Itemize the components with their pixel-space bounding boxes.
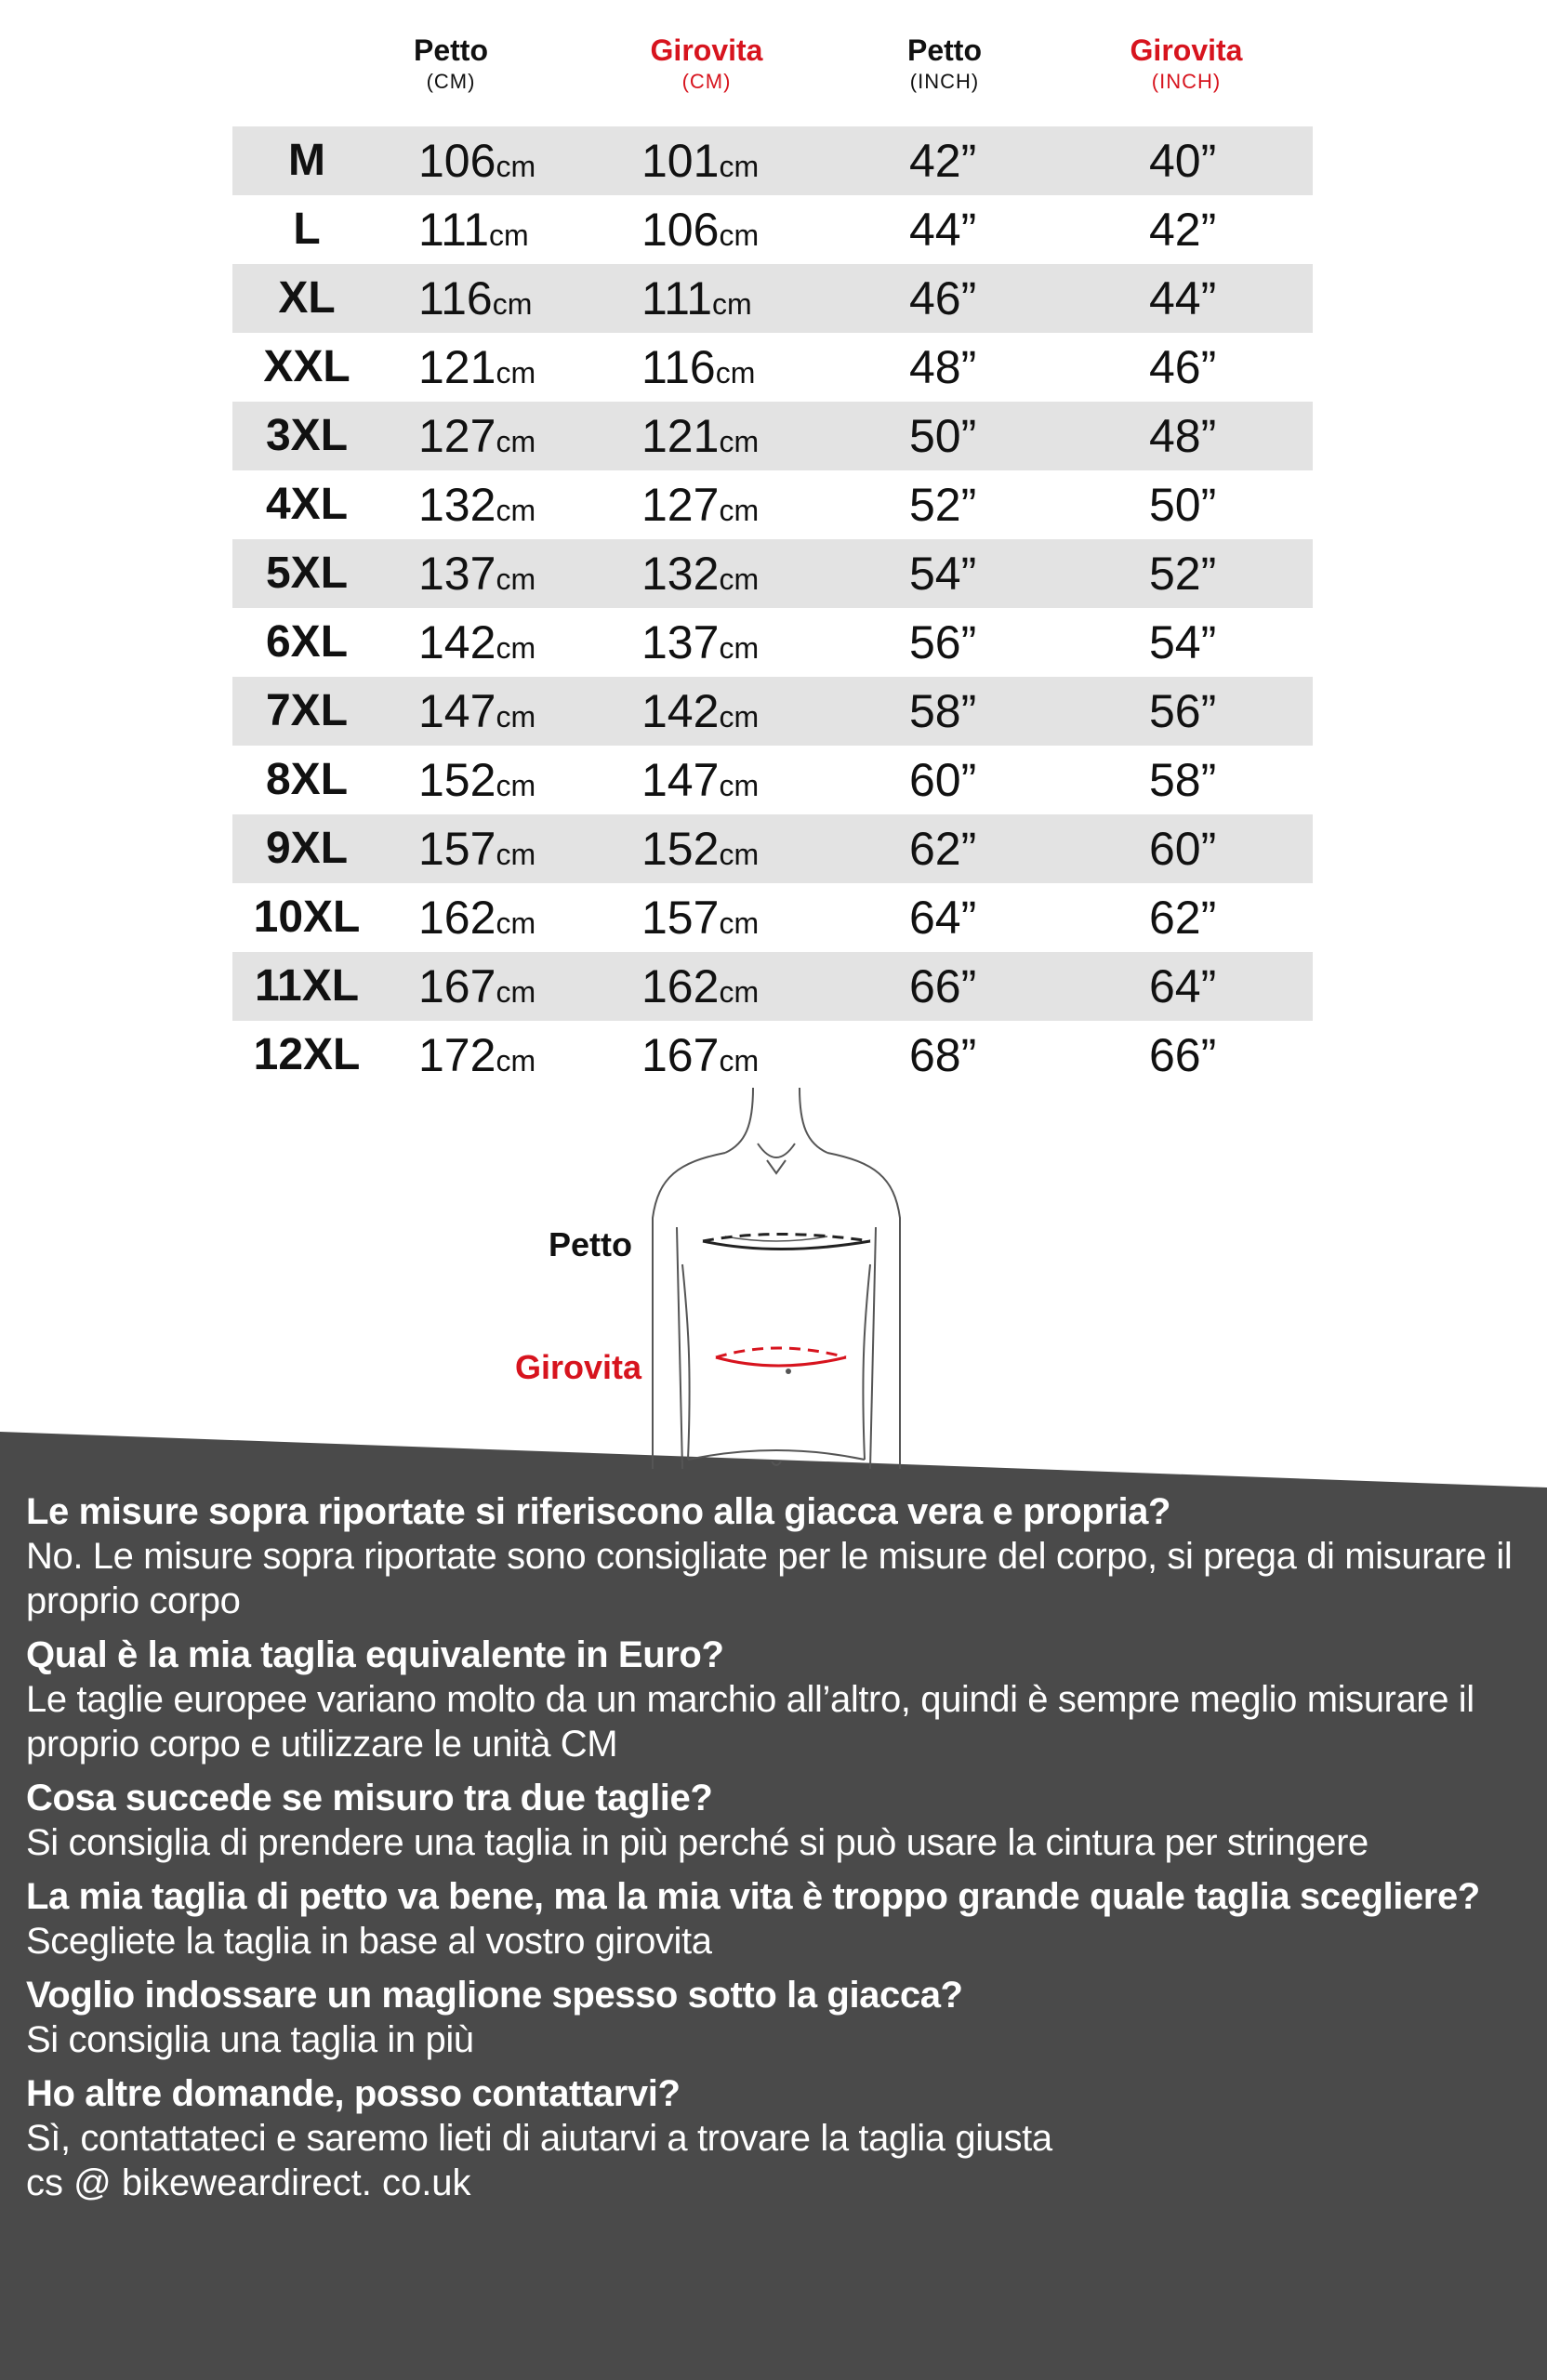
size-label — [232, 952, 381, 1021]
cm-unit: cm — [719, 838, 760, 871]
waist-cm-cell — [641, 539, 759, 608]
cm-unit: cm — [719, 218, 760, 252]
waist-inch-cell — [1149, 608, 1216, 677]
chest-cm-cell-value: 137 — [418, 548, 496, 600]
waist-inch-cell — [1149, 402, 1216, 470]
chest-inch-cell-value: 54” — [909, 548, 977, 600]
chest-cm-cell — [418, 1021, 536, 1090]
chest-inch-cell-value: 44” — [909, 204, 977, 256]
size-label — [232, 814, 381, 883]
chest-cm-cell — [418, 539, 536, 608]
size-row — [232, 952, 1313, 1021]
header-waist-cm: Girovita (CM) — [650, 33, 763, 93]
size-row — [232, 126, 1313, 195]
faq-question: Le misure sopra riportate si riferiscono alla giacca vera e propria? — [26, 1491, 1171, 1532]
waist-cm-cell — [641, 126, 759, 195]
chest-cm-cell — [418, 195, 529, 264]
cm-unit: cm — [496, 700, 536, 734]
waist-inch-cell-value: 62” — [1149, 892, 1217, 944]
size-label — [232, 195, 381, 264]
faq-item — [26, 1489, 1532, 1623]
chest-cm-cell — [418, 677, 536, 746]
size-label-value: L — [293, 205, 321, 254]
chest-inch-cell-value: 50” — [909, 410, 977, 462]
waist-inch-cell-value: 66” — [1149, 1029, 1217, 1081]
waist-inch-cell-value: 60” — [1149, 823, 1217, 875]
cm-unit: cm — [496, 769, 536, 802]
size-label-value: 6XL — [265, 617, 349, 667]
chest-cm-cell-value: 116 — [418, 272, 493, 324]
chest-cm-cell-value: 121 — [418, 341, 496, 393]
chest-cm-cell — [418, 333, 536, 402]
faq-question: Ho altre domande, posso contattarvi? — [26, 2073, 681, 2114]
cm-unit: cm — [719, 494, 760, 527]
cm-unit: cm — [719, 1044, 760, 1078]
faq-answer: Si consiglia di prendere una taglia in più perché si può usare la cintura per stringere — [26, 1822, 1368, 1863]
waist-inch-cell-value: 42” — [1149, 204, 1217, 256]
size-row — [232, 1021, 1313, 1090]
waist-inch-cell — [1149, 1021, 1216, 1090]
size-label-value: 7XL — [265, 686, 349, 735]
size-label-value: 5XL — [265, 549, 349, 598]
size-label — [232, 539, 381, 608]
chest-inch-cell-value: 64” — [909, 892, 977, 944]
size-label-value: 11XL — [254, 961, 360, 1011]
cm-unit: cm — [496, 356, 536, 390]
size-label-value: 10XL — [253, 892, 361, 942]
faq-answer: Le taglie europee variano molto da un marchio all’altro, quindi è sempre meglio misurare il proprio corpo e utilizzare le unità CM — [26, 1679, 1474, 1765]
faq-item — [26, 1973, 1532, 2062]
chest-inch-cell-value: 58” — [909, 685, 977, 737]
size-label — [232, 677, 381, 746]
waist-inch-cell — [1149, 126, 1216, 195]
size-label — [232, 402, 381, 470]
faq-section — [26, 1489, 1532, 2205]
chest-cm-cell — [418, 470, 536, 539]
size-label — [232, 1021, 381, 1090]
waist-cm-cell-value: 142 — [641, 685, 720, 737]
waist-inch-cell-value: 58” — [1149, 754, 1217, 806]
cm-unit: cm — [496, 150, 536, 183]
size-label — [232, 883, 381, 952]
chest-inch-cell-value: 42” — [909, 135, 977, 187]
size-row — [232, 608, 1313, 677]
waist-cm-cell-value: 121 — [641, 410, 720, 462]
chest-inch-cell-value: 52” — [909, 479, 977, 531]
faq-item — [26, 1874, 1532, 1964]
size-label — [232, 608, 381, 677]
faq-question: Voglio indossare un maglione spesso sotto la giacca? — [26, 1975, 963, 2016]
cm-unit: cm — [492, 287, 533, 321]
chest-inch-cell-value: 66” — [909, 960, 977, 1012]
waist-inch-cell — [1149, 746, 1216, 814]
size-label — [232, 333, 381, 402]
faq-question: La mia taglia di petto va bene, ma la mia vita è troppo grande quale taglia scegliere? — [26, 1876, 1480, 1917]
cm-unit: cm — [719, 769, 760, 802]
chest-cm-cell — [418, 952, 536, 1021]
waist-cm-cell — [641, 333, 755, 402]
waist-inch-cell — [1149, 470, 1216, 539]
size-row — [232, 883, 1313, 952]
cm-unit: cm — [496, 631, 536, 665]
waist-inch-cell — [1149, 883, 1216, 952]
chest-cm-cell-value: 127 — [418, 410, 496, 462]
chest-cm-cell — [418, 402, 536, 470]
waist-cm-cell — [641, 746, 759, 814]
waist-cm-cell-value: 162 — [641, 960, 720, 1012]
waist-inch-cell — [1149, 952, 1216, 1021]
waist-cm-cell-value: 137 — [641, 616, 720, 668]
chest-cm-cell-value: 152 — [418, 754, 496, 806]
cm-unit: cm — [496, 494, 536, 527]
waist-cm-cell-value: 127 — [641, 479, 720, 531]
chest-inch-cell — [909, 677, 976, 746]
chest-inch-cell — [909, 333, 976, 402]
header-waist-inch: Girovita (INCH) — [1130, 33, 1243, 93]
cm-unit: cm — [496, 838, 536, 871]
size-label — [232, 746, 381, 814]
chest-cm-cell-value: 106 — [418, 135, 496, 187]
chest-cm-cell — [418, 126, 536, 195]
chest-cm-cell-value: 157 — [418, 823, 496, 875]
chest-cm-cell-value: 111 — [418, 204, 490, 256]
chest-inch-cell — [909, 1021, 976, 1090]
faq-answer: No. Le misure sopra riportate sono consigliate per le misure del corpo, si prega di misurare il proprio corpo — [26, 1536, 1513, 1621]
waist-cm-cell-value: 147 — [641, 754, 720, 806]
cm-unit: cm — [719, 975, 760, 1009]
torso-measurement-illustration — [614, 1088, 930, 1469]
chest-inch-cell — [909, 883, 976, 952]
contact-email[interactable]: cs @ bikeweardirect. co.uk — [26, 2162, 471, 2203]
waist-cm-cell — [641, 883, 759, 952]
cm-unit: cm — [712, 287, 752, 321]
cm-unit: cm — [719, 631, 760, 665]
cm-unit: cm — [496, 906, 536, 940]
size-chart-table — [232, 126, 1313, 1090]
size-label-value: XXL — [263, 342, 350, 391]
chest-inch-cell — [909, 952, 976, 1021]
waist-cm-cell — [641, 1021, 759, 1090]
cm-unit: cm — [719, 150, 760, 183]
chest-cm-cell — [418, 883, 536, 952]
waist-inch-cell-value: 44” — [1149, 272, 1217, 324]
waist-cm-cell-value: 157 — [641, 892, 720, 944]
waist-cm-cell — [641, 608, 759, 677]
size-label-value: 9XL — [265, 824, 349, 873]
waist-inch-cell — [1149, 539, 1216, 608]
waist-cm-cell — [641, 470, 759, 539]
chest-inch-cell — [909, 402, 976, 470]
size-label-value: 3XL — [265, 411, 349, 460]
waist-cm-cell-value: 152 — [641, 823, 720, 875]
waist-inch-cell-value: 48” — [1149, 410, 1217, 462]
size-label-value: M — [288, 136, 325, 185]
size-row — [232, 195, 1313, 264]
size-row — [232, 746, 1313, 814]
chest-inch-cell — [909, 195, 976, 264]
cm-unit: cm — [489, 218, 529, 252]
faq-question: Qual è la mia taglia equivalente in Euro? — [26, 1634, 724, 1675]
chest-cm-cell-value: 132 — [418, 479, 496, 531]
size-label-value: 12XL — [253, 1030, 361, 1079]
figure-chest-label: Petto — [549, 1225, 632, 1263]
chest-cm-cell-value: 167 — [418, 960, 496, 1012]
chest-cm-cell-value: 142 — [418, 616, 496, 668]
chest-cm-cell-value: 162 — [418, 892, 496, 944]
size-label-value: XL — [278, 273, 336, 323]
size-label-value: 8XL — [265, 755, 349, 804]
waist-inch-cell-value: 64” — [1149, 960, 1217, 1012]
cm-unit: cm — [719, 906, 760, 940]
waist-cm-cell-value: 101 — [641, 135, 720, 187]
faq-answer: Si consiglia una taglia in più — [26, 2019, 474, 2060]
cm-unit: cm — [496, 975, 536, 1009]
chest-inch-cell — [909, 264, 976, 333]
waist-inch-cell — [1149, 677, 1216, 746]
waist-inch-cell-value: 56” — [1149, 685, 1217, 737]
waist-cm-cell-value: 106 — [641, 204, 720, 256]
size-row — [232, 264, 1313, 333]
waist-inch-cell — [1149, 264, 1216, 333]
waist-inch-cell — [1149, 333, 1216, 402]
waist-inch-cell — [1149, 195, 1216, 264]
chest-inch-cell — [909, 126, 976, 195]
size-label-value: 4XL — [265, 480, 349, 529]
chest-cm-cell — [418, 264, 532, 333]
size-label — [232, 470, 381, 539]
waist-cm-cell — [641, 814, 759, 883]
waist-inch-cell-value: 46” — [1149, 341, 1217, 393]
header-chest-inch: Petto (INCH) — [907, 33, 982, 93]
cm-unit: cm — [715, 356, 756, 390]
chest-inch-cell-value: 48” — [909, 341, 977, 393]
size-label — [232, 264, 381, 333]
faq-answer: Sì, contattateci e saremo lieti di aiutarvi a trovare la taglia giusta — [26, 2118, 1052, 2159]
faq-item — [26, 1776, 1532, 1865]
figure-waist-label: Girovita — [515, 1348, 642, 1386]
cm-unit: cm — [496, 425, 536, 458]
size-row — [232, 470, 1313, 539]
waist-cm-cell-value: 116 — [641, 341, 716, 393]
waist-inch-cell-value: 52” — [1149, 548, 1217, 600]
waist-cm-cell — [641, 264, 752, 333]
size-row — [232, 539, 1313, 608]
chest-cm-cell-value: 172 — [418, 1029, 496, 1081]
waist-cm-cell — [641, 402, 759, 470]
chest-inch-cell-value: 62” — [909, 823, 977, 875]
faq-item — [26, 2071, 1532, 2161]
waist-cm-cell-value: 167 — [641, 1029, 720, 1081]
waist-inch-cell-value: 40” — [1149, 135, 1217, 187]
waist-inch-cell-value: 54” — [1149, 616, 1217, 668]
faq-answer: Scegliete la taglia in base al vostro girovita — [26, 1921, 712, 1962]
chest-inch-cell — [909, 746, 976, 814]
chest-inch-cell — [909, 539, 976, 608]
cm-unit: cm — [496, 1044, 536, 1078]
waist-cm-cell — [641, 952, 759, 1021]
size-row — [232, 333, 1313, 402]
size-row — [232, 677, 1313, 746]
waist-cm-cell-value: 111 — [641, 272, 713, 324]
cm-unit: cm — [719, 700, 760, 734]
chest-cm-cell — [418, 814, 536, 883]
chest-cm-cell-value: 147 — [418, 685, 496, 737]
cm-unit: cm — [719, 562, 760, 596]
faq-item — [26, 1633, 1532, 1766]
chest-inch-cell — [909, 814, 976, 883]
chest-inch-cell-value: 68” — [909, 1029, 977, 1081]
chest-inch-cell-value: 60” — [909, 754, 977, 806]
chest-inch-cell-value: 56” — [909, 616, 977, 668]
size-label — [232, 126, 381, 195]
waist-cm-cell — [641, 195, 759, 264]
size-row — [232, 402, 1313, 470]
waist-inch-cell-value: 50” — [1149, 479, 1217, 531]
chest-cm-cell — [418, 746, 536, 814]
cm-unit: cm — [496, 562, 536, 596]
header-chest-cm: Petto (CM) — [414, 33, 488, 93]
waist-cm-cell-value: 132 — [641, 548, 720, 600]
size-row — [232, 814, 1313, 883]
waist-cm-cell — [641, 677, 759, 746]
faq-question: Cosa succede se misuro tra due taglie? — [26, 1778, 713, 1818]
chest-inch-cell-value: 46” — [909, 272, 977, 324]
cm-unit: cm — [719, 425, 760, 458]
chest-inch-cell — [909, 470, 976, 539]
chest-cm-cell — [418, 608, 536, 677]
chest-inch-cell — [909, 608, 976, 677]
waist-inch-cell — [1149, 814, 1216, 883]
